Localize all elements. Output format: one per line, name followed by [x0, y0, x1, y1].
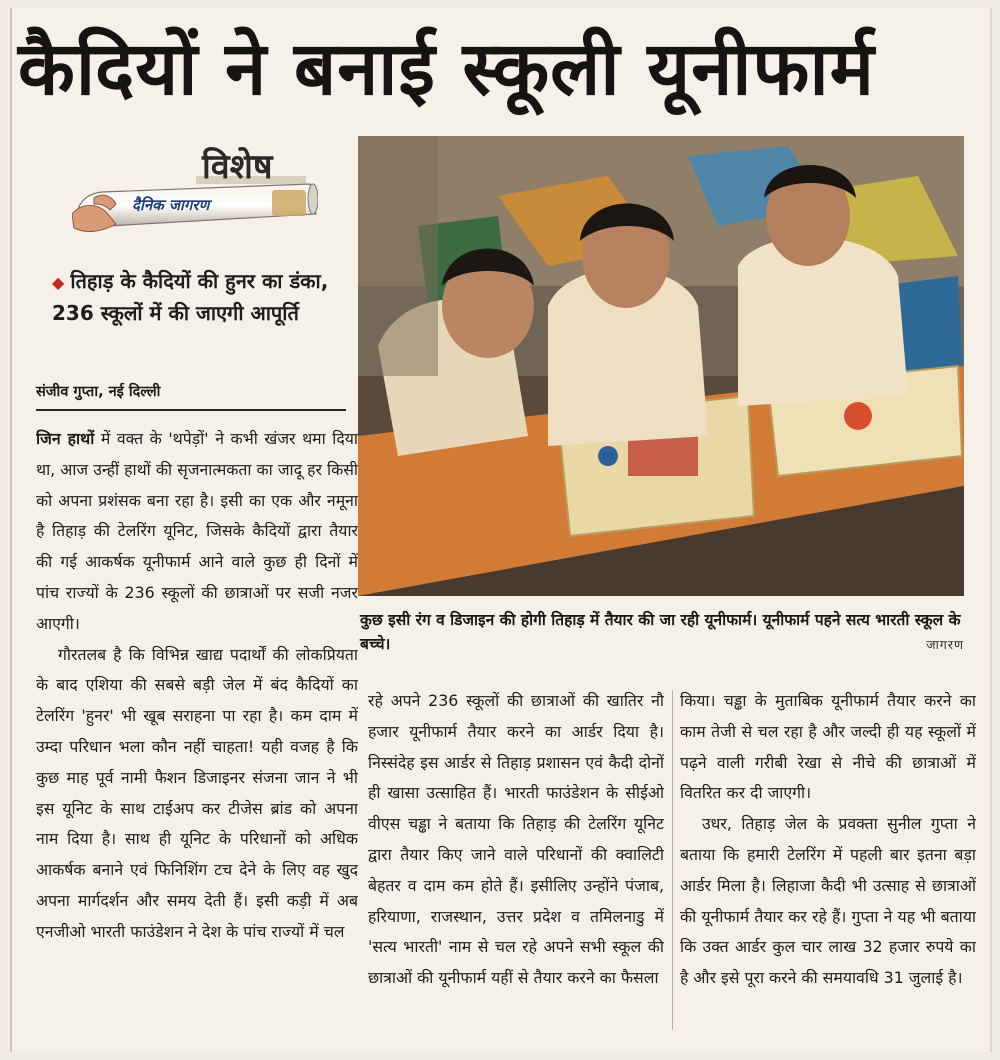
photo-credit: जागरण: [926, 637, 964, 652]
headline: कैदियों ने बनाई स्कूली यूनीफार्म: [18, 26, 875, 112]
article-column-1: [36, 424, 358, 1044]
article-column-2: [368, 686, 664, 1044]
badge-label: विशेष: [202, 147, 273, 187]
subhead-bullet: ◆: [52, 273, 65, 292]
column-divider: [672, 690, 673, 1030]
rolled-newspaper-logo: [72, 174, 318, 236]
special-badge: [46, 136, 346, 256]
col3-paragraph-1: किया। चड्ढा के मुताबिक यूनीफार्म तैयार करने का काम तेजी से चल रहा है और जल्दी ही यह स्कूलों में पढ़ने वाली गरीबी रेखा से नीचे की छात्राओं में वितरित कर दी जाएगी।: [680, 691, 976, 803]
col3-paragraph-2: उधर, तिहाड़ जेल के प्रवक्ता सुनील गुप्ता ने बताया कि हमारी टेलरिंग में पहली बार इतना बड़ा आर्डर मिला है। लिहाजा कैदी भी उत्साह से छात्राओं की यूनीफार्म तैयार कर रहे हैं। गुप्ता ने यह भी बताया कि उक्त आर्डर कुल चार लाख 32 हजार रुपये का है और इसे पूरा करने की समयावधि 31 जुलाई है।: [680, 814, 976, 988]
byline: संजीव गुप्ता, नई दिल्ली: [36, 381, 346, 411]
col1-paragraph-2: गौरतलब है कि विभिन्न खाद्य पदार्थों की लोकप्रियता के बाद एशिया की सबसे बड़ी जेल में बंद कैदियों का टेलरिंग 'हुनर' भी खूब सराहना पा रहा है। कम दाम में उम्दा परिधान भला कौन नहीं चाहता! यही वजह है कि कुछ माह पूर्व नामी फैशन डिजाइनर संजना जान ने भी इस यूनिट के साथ टाईअप कर टीजेस ब्रांड को अपना नाम दिया है। साथ ही यूनिट के परिधानों को अधिक आकर्षक बनाने एवं फिनिशिंग टच देने के लिए वह खुद अपना मार्गदर्शन और समय देती हैं। इसी कड़ी में अब एनजीओ भारती फाउंडेशन ने देश के पांच राज्यों में चल: [36, 644, 358, 941]
lead-words: जिन हाथों: [36, 429, 95, 448]
subheadline: [52, 266, 352, 328]
col2-paragraph: रहे अपने 236 स्कूलों की छात्राओं की खातिर नौ हजार यूनीफार्म तैयार करने का आर्डर दिया है। निस्संदेह इस आर्डर से तिहाड़ प्रशासन एवं कैदी दोनों ही खासा उत्साहित हैं। भारती फाउंडेशन के सीईओ वीएस चड्ढा ने बताया कि तिहाड़ की टेलरिंग यूनिट द्वारा तैयार किए जाने वाले परिधानों की क्वालिटी बेहतर व दाम कम होते हैं। इसीलिए उन्होंने पंजाब, हरियाणा, राजस्थान, उत्तर प्रदेश व तमिलनाडु में 'सत्य भारती' नाम से चल रहे अपने सभी स्कूल की छात्राओं की यूनीफार्म यहीं से तैयार करने का फैसला: [368, 691, 664, 988]
article-column-3: [680, 686, 976, 1026]
news-photo-children-in-uniform: [358, 136, 964, 596]
photo-caption: कुछ इसी रंग व डिजाइन की होगी तिहाड़ में तैयार की जा रही यूनीफार्म। यूनीफार्म पहने सत्य भारती स्कूल के बच्चे।: [360, 611, 961, 653]
newspaper-logo-text: दैनिक जागरण: [132, 196, 210, 214]
subhead-text: तिहाड़ के कैदियों की हुनर का डंका, 236 स्कूलों में की जाएगी आपूर्ति: [52, 269, 329, 325]
col1-paragraph-1: में वक्त के 'थपेड़ों' ने कभी खंजर थमा दिया था, आज उन्हीं हाथों की सृजनात्मकता का जादू हर किसी को अपना प्रशंसक बना रहा है। इसी का एक और नमूना है तिहाड़ की टेलरिंग यूनिट, जिसके कैदियों द्वारा तैयार की गई आकर्षक यूनीफार्म आने वाले कुछ ही दिनों में पांच राज्यों के 236 स्कूलों की छात्राओं पर सजी नजर आएगी।: [36, 429, 358, 633]
